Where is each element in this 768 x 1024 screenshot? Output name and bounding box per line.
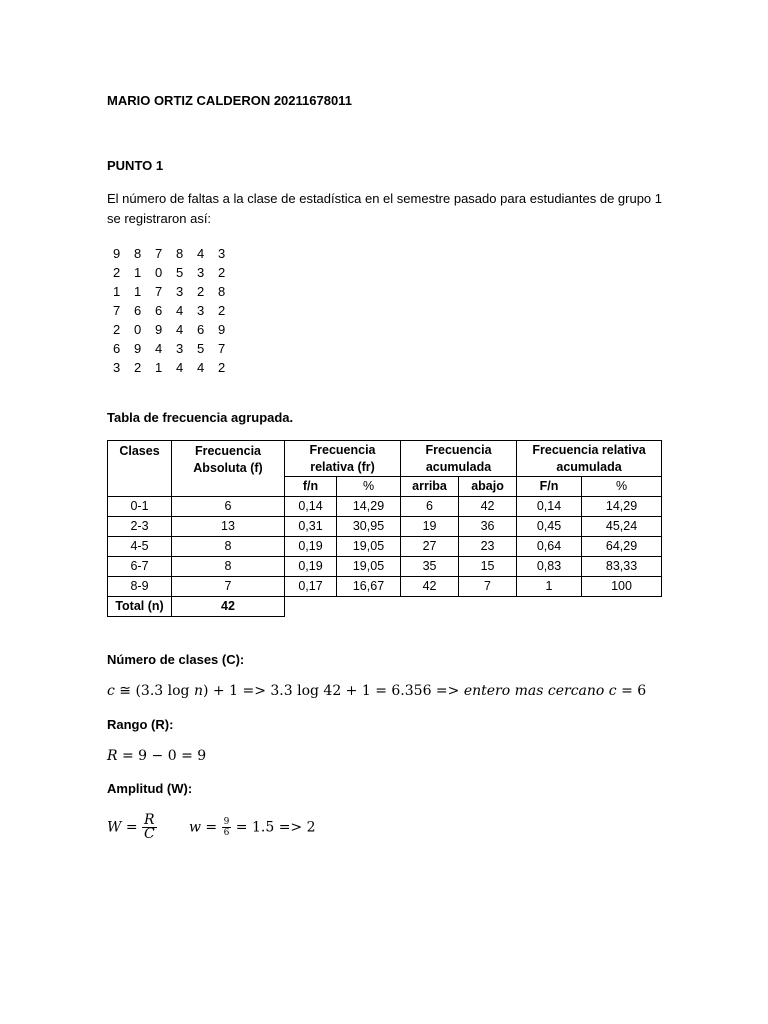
raw-data-value: 2 bbox=[113, 322, 121, 337]
clases-formula bbox=[107, 683, 646, 699]
amplitud-eq: = bbox=[121, 819, 143, 836]
amplitud-w: w bbox=[189, 819, 201, 836]
table-row bbox=[108, 517, 662, 537]
raw-data-value: 6 bbox=[155, 303, 163, 318]
raw-data-value: 4 bbox=[197, 246, 205, 261]
formula-approx: ≅ (3.3 log bbox=[114, 683, 194, 699]
fraction-denominator: C bbox=[143, 826, 155, 842]
cell-arriba: 42 bbox=[401, 577, 459, 597]
raw-data-value: 3 bbox=[176, 341, 184, 356]
raw-data-value: 0 bbox=[155, 265, 163, 280]
table-title: Tabla de frecuencia agrupada. bbox=[107, 410, 294, 425]
header-abajo: abajo bbox=[459, 477, 517, 497]
table-total-row bbox=[108, 597, 662, 617]
cell-fn: 0,17 bbox=[285, 577, 337, 597]
amplitud-formula-W bbox=[107, 814, 157, 841]
table-row bbox=[108, 497, 662, 517]
raw-data-value: 8 bbox=[134, 246, 142, 261]
header-fa-line2: Absoluta (f) bbox=[193, 461, 263, 475]
table-row bbox=[108, 557, 662, 577]
header-Fn: F/n bbox=[517, 477, 582, 497]
header-fra-line1: Frecuencia relativa bbox=[532, 442, 646, 457]
cell-abajo: 36 bbox=[459, 517, 517, 537]
cell-clase: 4-5 bbox=[108, 537, 172, 557]
formula-n: n bbox=[193, 683, 204, 699]
cell-clase: 0-1 bbox=[108, 497, 172, 517]
raw-data-row bbox=[113, 301, 239, 320]
header-fn: f/n bbox=[285, 477, 337, 497]
fraction-numerator: R bbox=[144, 812, 155, 828]
author-line: MARIO ORTIZ CALDERON 20211678011 bbox=[107, 93, 352, 108]
rango-R: R bbox=[107, 748, 118, 764]
rango-rest: = 9 − 0 = 9 bbox=[117, 748, 207, 764]
cell-arriba: 27 bbox=[401, 537, 459, 557]
cell-abajo: 23 bbox=[459, 537, 517, 557]
header-pct-acumulado: % bbox=[582, 477, 662, 497]
fraction2-numerator: 9 bbox=[223, 817, 230, 827]
raw-data-row bbox=[113, 339, 239, 358]
raw-data-value: 8 bbox=[176, 246, 184, 261]
raw-data-value: 3 bbox=[176, 284, 184, 299]
raw-data-value: 4 bbox=[176, 322, 184, 337]
raw-data-value: 4 bbox=[176, 360, 184, 375]
header-frecuencia-acumulada bbox=[401, 441, 517, 477]
cell-f: 6 bbox=[172, 497, 285, 517]
raw-data-value: 2 bbox=[113, 265, 121, 280]
fraction-9-over-6 bbox=[222, 817, 232, 838]
cell-f: 7 bbox=[172, 577, 285, 597]
cell-fn: 0,14 bbox=[517, 497, 582, 517]
cell-fn: 0,64 bbox=[517, 537, 582, 557]
frequency-table bbox=[107, 440, 662, 617]
header-fr-line2: relativa (fr) bbox=[310, 459, 375, 474]
raw-data-value: 6 bbox=[134, 303, 142, 318]
raw-data-value: 2 bbox=[218, 360, 226, 375]
cell-abajo: 15 bbox=[459, 557, 517, 577]
raw-data-value: 9 bbox=[113, 246, 121, 261]
header-frecuencia-relativa bbox=[285, 441, 401, 477]
raw-data-row bbox=[113, 320, 239, 339]
header-clases: Clases bbox=[108, 441, 172, 497]
fraction2-denominator: 6 bbox=[223, 828, 230, 838]
cell-f: 8 bbox=[172, 537, 285, 557]
rango-formula bbox=[107, 748, 206, 764]
raw-data-value: 4 bbox=[197, 360, 205, 375]
cell-f: 13 bbox=[172, 517, 285, 537]
total-row-blank bbox=[285, 597, 662, 617]
raw-data-value: 3 bbox=[197, 265, 205, 280]
cell-f: 8 bbox=[172, 557, 285, 577]
cell-fn: 0,83 bbox=[517, 557, 582, 577]
raw-data-value: 5 bbox=[176, 265, 184, 280]
formula-result: = 6 bbox=[616, 683, 647, 699]
header-acum-line1: Frecuencia bbox=[425, 442, 492, 457]
raw-data-value: 2 bbox=[197, 284, 205, 299]
raw-data-value: 6 bbox=[113, 341, 121, 356]
cell-abajo: 7 bbox=[459, 577, 517, 597]
cell-fn: 0,31 bbox=[285, 517, 337, 537]
cell-clase: 6-7 bbox=[108, 557, 172, 577]
raw-data-row bbox=[113, 358, 239, 377]
raw-data-value: 4 bbox=[155, 341, 163, 356]
clases-title: Número de clases (C): bbox=[107, 652, 245, 667]
raw-data-value: 1 bbox=[113, 284, 121, 299]
raw-data-value: 7 bbox=[155, 246, 163, 261]
cell-arriba: 35 bbox=[401, 557, 459, 577]
cell-pctac: 64,29 bbox=[582, 537, 662, 557]
cell-fn: 0,14 bbox=[285, 497, 337, 517]
cell-pctac: 83,33 bbox=[582, 557, 662, 577]
raw-data-value: 7 bbox=[218, 341, 226, 356]
raw-data-value: 7 bbox=[155, 284, 163, 299]
cell-fn: 0,19 bbox=[285, 537, 337, 557]
raw-data-row bbox=[113, 263, 239, 282]
cell-pct: 19,05 bbox=[337, 557, 401, 577]
header-fra-line2: acumulada bbox=[556, 459, 622, 474]
cell-pctac: 45,24 bbox=[582, 517, 662, 537]
total-label: Total (n) bbox=[108, 597, 172, 617]
header-acum-line2: acumulada bbox=[425, 459, 492, 474]
intro-paragraph: El número de faltas a la clase de estadística en el semestre pasado para estudiantes de grupo 1 se registraron así: bbox=[107, 191, 663, 226]
cell-clase: 2-3 bbox=[108, 517, 172, 537]
formula-entero: entero mas cercano c bbox=[463, 683, 617, 699]
header-fa-line1: Frecuencia bbox=[194, 444, 261, 458]
cell-arriba: 19 bbox=[401, 517, 459, 537]
cell-arriba: 6 bbox=[401, 497, 459, 517]
raw-data-value: 9 bbox=[218, 322, 226, 337]
amplitud-W: W bbox=[107, 819, 122, 836]
raw-data-value: 2 bbox=[134, 360, 142, 375]
cell-fn: 0,19 bbox=[285, 557, 337, 577]
table-row bbox=[108, 577, 662, 597]
raw-data-value: 9 bbox=[134, 341, 142, 356]
amplitud-title: Amplitud (W): bbox=[107, 781, 193, 796]
formula-rest: ) + 1 => 3.3 log 42 + 1 = 6.356 => bbox=[203, 683, 464, 699]
cell-pct: 19,05 bbox=[337, 537, 401, 557]
cell-abajo: 42 bbox=[459, 497, 517, 517]
amplitud-result: = 1.5 => 2 bbox=[231, 819, 316, 836]
cell-pct: 16,67 bbox=[337, 577, 401, 597]
raw-data-value: 1 bbox=[134, 284, 142, 299]
cell-pctac: 14,29 bbox=[582, 497, 662, 517]
header-fr-line1: Frecuencia bbox=[309, 442, 376, 457]
header-frecuencia-relativa-acumulada bbox=[517, 441, 662, 477]
raw-data-value: 4 bbox=[176, 303, 184, 318]
raw-data-value: 8 bbox=[218, 284, 226, 299]
raw-data-value: 6 bbox=[197, 322, 205, 337]
raw-data-value: 3 bbox=[113, 360, 121, 375]
raw-data-value: 2 bbox=[218, 303, 226, 318]
punto-title: PUNTO 1 bbox=[107, 158, 164, 173]
raw-data-value: 0 bbox=[134, 322, 142, 337]
raw-data-grid bbox=[113, 244, 239, 377]
raw-data-value: 7 bbox=[113, 303, 121, 318]
raw-data-value: 3 bbox=[218, 246, 226, 261]
header-frecuencia-absoluta bbox=[172, 441, 285, 497]
raw-data-row bbox=[113, 244, 239, 263]
cell-pct: 14,29 bbox=[337, 497, 401, 517]
amplitud-eq2: = bbox=[200, 819, 222, 836]
formula-c: c bbox=[107, 683, 115, 699]
cell-fn: 1 bbox=[517, 577, 582, 597]
header-pct: % bbox=[337, 477, 401, 497]
rango-title: Rango (R): bbox=[107, 717, 174, 732]
raw-data-value: 1 bbox=[134, 265, 142, 280]
raw-data-value: 5 bbox=[197, 341, 205, 356]
amplitud-formula-w bbox=[189, 817, 316, 838]
raw-data-row bbox=[113, 282, 239, 301]
raw-data-value: 3 bbox=[197, 303, 205, 318]
header-arriba: arriba bbox=[401, 477, 459, 497]
cell-pctac: 100 bbox=[582, 577, 662, 597]
total-value: 42 bbox=[172, 597, 285, 617]
raw-data-value: 9 bbox=[155, 322, 163, 337]
fraction-r-over-c bbox=[142, 814, 157, 841]
cell-pct: 30,95 bbox=[337, 517, 401, 537]
cell-fn: 0,45 bbox=[517, 517, 582, 537]
table-row bbox=[108, 537, 662, 557]
cell-clase: 8-9 bbox=[108, 577, 172, 597]
raw-data-value: 2 bbox=[218, 265, 226, 280]
raw-data-value: 1 bbox=[155, 360, 163, 375]
